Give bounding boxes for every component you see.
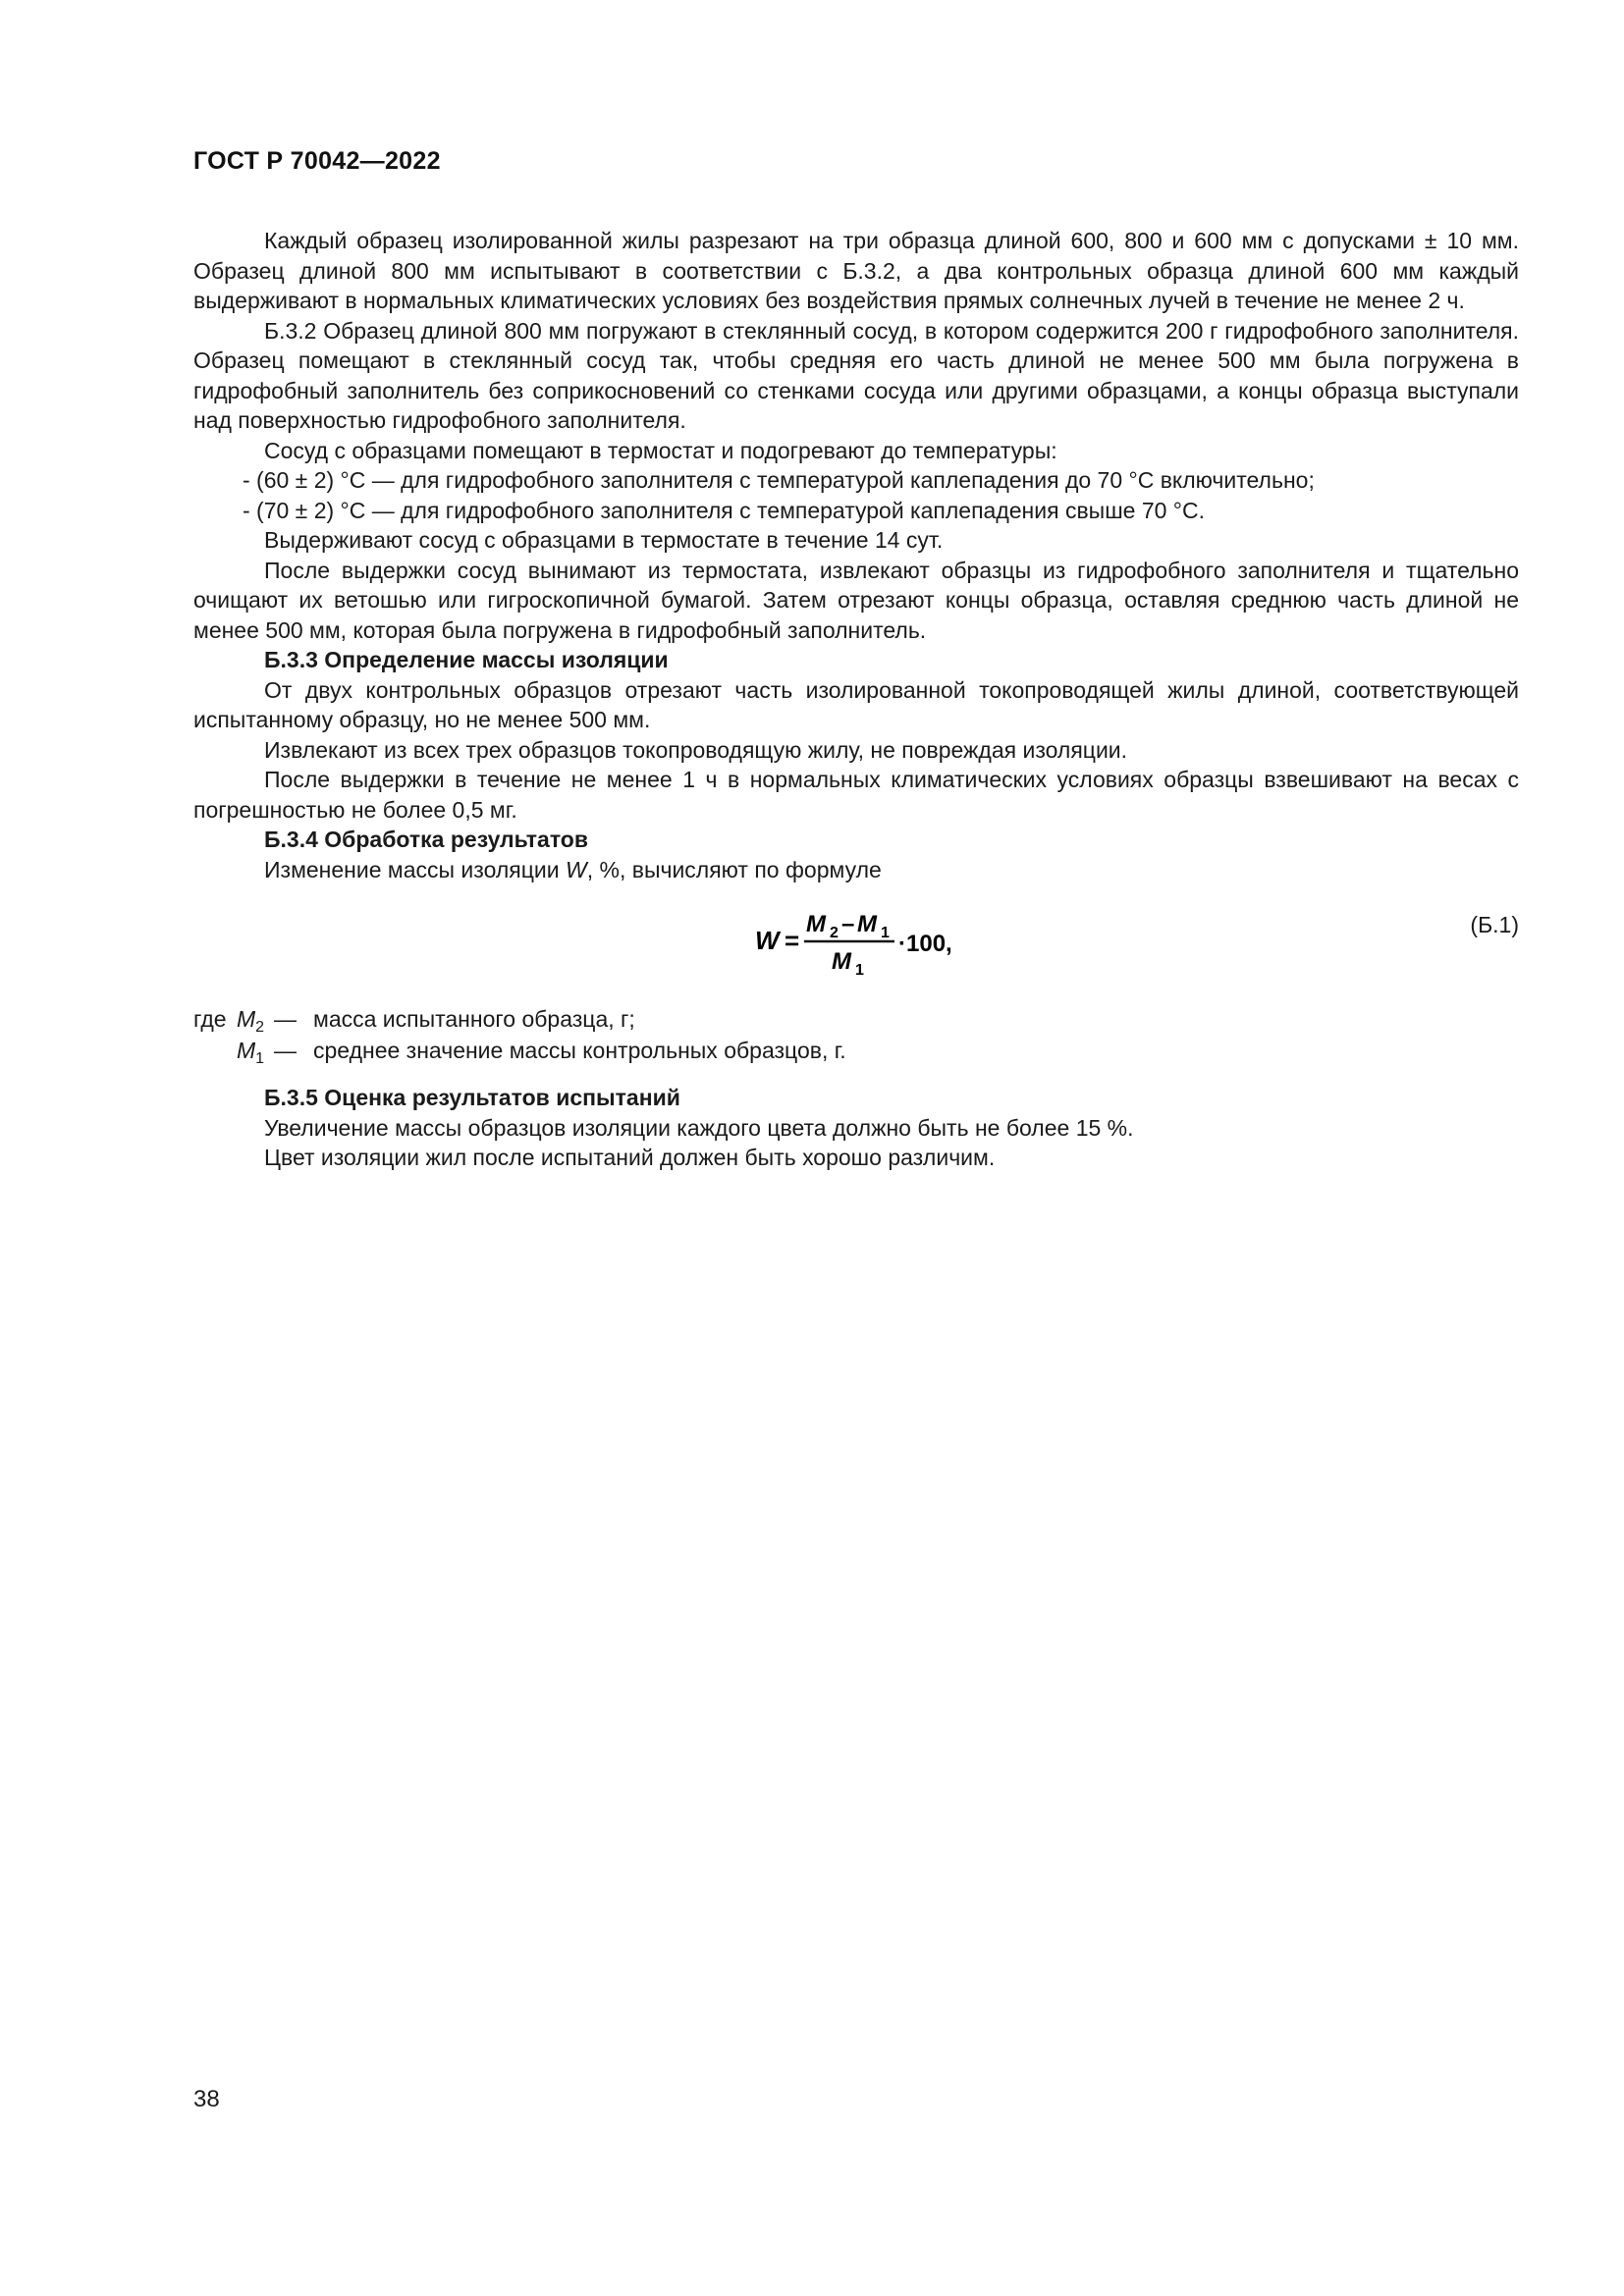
formula-lhs: W — [755, 926, 780, 955]
section-heading-b34: Б.3.4 Обработка результатов — [264, 827, 588, 852]
intro-prefix: Изменение массы изоляции — [264, 856, 566, 882]
legend-row — [193, 1036, 1519, 1067]
symbol-letter: M — [237, 1006, 256, 1032]
legend-description: среднее значение массы контрольных образцов, г. — [313, 1038, 846, 1063]
paragraph: После выдержки сосуд вынимают из термостата, извлекают образцы из гидрофобного заполнителя и тщательно очищают их ветошью или гигроскопичной бумагой. Затем отрезают концы образца, оставляя среднюю часть длиной не менее 500 мм, которая была погружена в гидрофобный заполнитель. — [193, 557, 1519, 643]
formula-num-a: M — [806, 911, 826, 937]
page-number: 38 — [193, 2086, 220, 2112]
intro-variable: W — [566, 856, 587, 882]
formula-number: (Б.1) — [1470, 912, 1519, 937]
paragraph: Увеличение массы образцов изоляции каждого цвета должно быть не более 15 %. — [264, 1114, 1134, 1141]
list-item: - (70 ± 2) °С — для гидрофобного заполнителя с температурой каплепадения свыше 70 °С. — [243, 497, 1205, 523]
symbol-subscript: 2 — [255, 1019, 265, 1036]
paragraph: От двух контрольных образцов отрезают часть изолированной токопроводящей жилы длиной, соответствующей испытанному образцу, но не менее 500 мм. — [193, 676, 1519, 732]
legend-prefix: где — [193, 1006, 227, 1032]
legend-symbol — [237, 1036, 264, 1075]
paragraph: Извлекают из всех трех образцов токопроводящую жилу, не повреждая изоляции. — [264, 736, 1128, 763]
formula-den-sub: 1 — [855, 962, 864, 979]
paragraph: Б.3.2 Образец длиной 800 мм погружают в стеклянный сосуд, в котором содержится 200 г гидрофобного заполнителя. Образец помещают в стеклянный сосуд так, чтобы средняя его часть длиной не менее 500 мм была погружена в гидрофобный заполнитель без соприкосновений со стенками сосуда или другими образцами, а концы образца выступали над поверхностью гидрофобного заполнителя. — [193, 317, 1519, 433]
section-heading-b33: Б.3.3 Определение массы изоляции — [264, 647, 669, 672]
formula-block — [193, 900, 1519, 985]
formula-minus: – — [841, 911, 855, 937]
formula-mult: ·100, — [898, 931, 952, 957]
paragraph: Каждый образец изолированной жилы разрезают на три образца длиной 600, 800 и 600 мм с допусками ± 10 мм. Образец длиной 800 мм испытывают в соответствии с Б.3.2, а два контрольных образца длиной 600 мм каждый выдерживают в нормальных климатических условиях без воздействия прямых солнечных лучей в течение не менее 2 ч. — [193, 228, 1519, 313]
intro-suffix: , %, вычисляют по формуле — [586, 856, 882, 882]
formula-intro — [193, 855, 1519, 885]
section-heading-b35: Б.3.5 Оценка результатов испытаний — [264, 1085, 680, 1110]
paragraph: После выдержки в течение не менее 1 ч в нормальных климатических условиях образцы взвешивают на весах с погрешностью не более 0,5 мг. — [193, 767, 1519, 823]
symbol-subscript: 1 — [255, 1050, 265, 1067]
legend-row — [193, 1004, 1519, 1036]
spacer — [193, 1067, 1519, 1083]
formula-num-b: M — [857, 911, 877, 937]
list-item: - (60 ± 2) °С — для гидрофобного заполнителя с температурой каплепадения до 70 °С включительно; — [243, 467, 1315, 493]
formula-equals: = — [785, 926, 800, 955]
standard-header: ГОСТ Р 70042—2022 — [193, 147, 441, 175]
variable-legend — [193, 1004, 1519, 1067]
paragraph: Цвет изоляции жил после испытаний должен быть хорошо различим. — [264, 1145, 996, 1170]
formula-den: M — [832, 948, 851, 975]
legend-dash: — — [274, 1006, 297, 1032]
document-body — [193, 226, 1519, 1173]
legend-dash: — — [274, 1038, 297, 1063]
formula-b1 — [751, 900, 1006, 985]
paragraph: Выдерживают сосуд с образцами в термостате в течение 14 сут. — [264, 527, 944, 553]
formula-num-a-sub: 2 — [830, 925, 839, 941]
legend-description: масса испытанного образца, г; — [313, 1006, 635, 1032]
symbol-letter: M — [237, 1038, 256, 1063]
paragraph: Сосуд с образцами помещают в термостат и подогревают до температуры: — [264, 437, 1057, 463]
formula-num-b-sub: 1 — [881, 925, 890, 941]
